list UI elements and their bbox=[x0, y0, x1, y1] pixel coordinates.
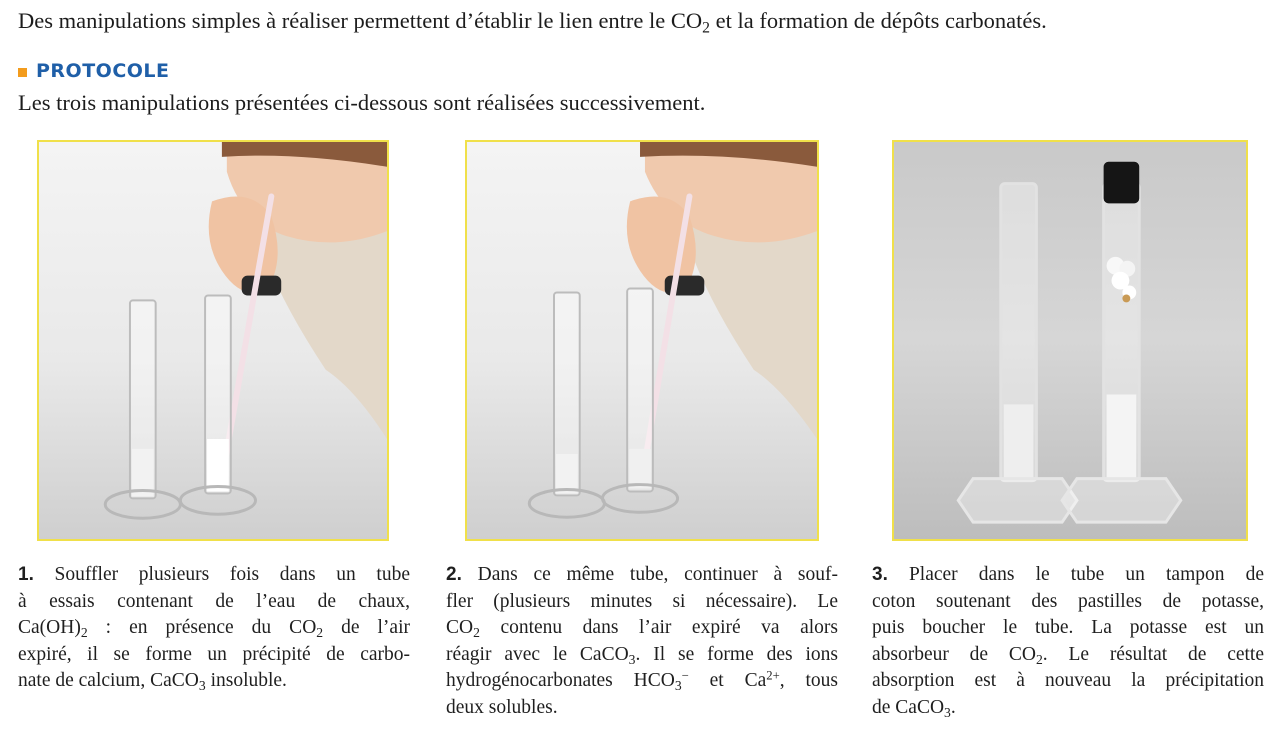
caption-step-2: 2. Dans ce même tube, continuer à souf- fler (plusieurs minutes si nécessaire). Le $CO_2$ contenu dans l’air expiré va alors réagir avec le CaCO$_3$. Il se forme des ions hydrogénocarbonates $HCO_3^-$ et $Ca^{2+}$, tous deux solubles. bbox=[446, 564, 839, 718]
protocol-heading: PROTOCOLE bbox=[18, 60, 170, 82]
photo-step-1 bbox=[37, 140, 389, 541]
photo-step-3 bbox=[892, 140, 1248, 541]
photo-step-2 bbox=[465, 140, 819, 541]
protocol-lead: Les trois manipulations présentées ci-dessous sont réalisées successivement. bbox=[18, 90, 706, 115]
intro-text: Des manipulations simples à réaliser permettent d’établir le lien entre le $CO_2$ et la formation de dépôts carbonatés. bbox=[18, 8, 1047, 37]
bullet-square-icon bbox=[18, 68, 27, 77]
step-number: 2. bbox=[446, 564, 462, 585]
caption-step-1: 1. Souffler plusieurs fois dans un tube à essais contenant de l’eau de chaux, $Ca(OH)_2$ : en présence du $CO_2$ de l’air expiré, il se forme un précipité de carbo- nate de calcium, CaCO$_3$ insoluble. bbox=[18, 564, 410, 693]
step-number: 1. bbox=[18, 564, 34, 585]
caption-step-3: 3. Placer dans le tube un tampon de coton soutenant des pastilles de potasse, puis boucher le tube. La potasse est un absorbeur de $CO_2$. Le résultat de cette absorption est à nouveau la précipitation de CaCO$_3$. bbox=[872, 564, 1264, 720]
step-number: 3. bbox=[872, 564, 888, 585]
